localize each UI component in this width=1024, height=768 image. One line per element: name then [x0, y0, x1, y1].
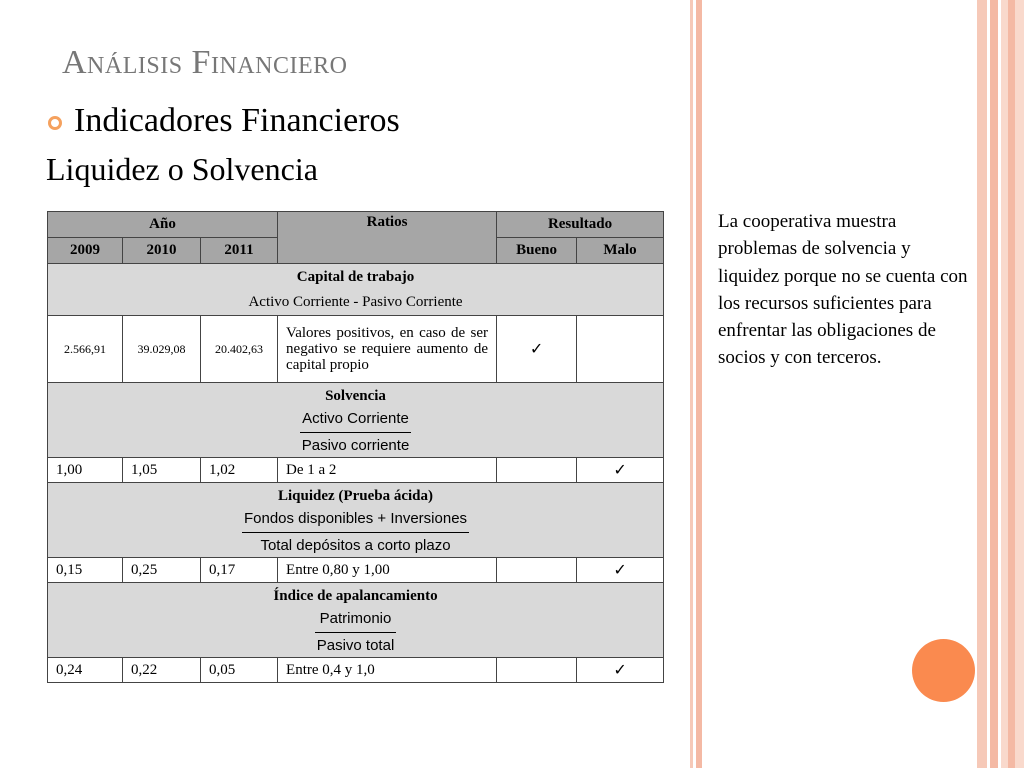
side-note: La cooperativa muestra problemas de solvencia y liquidez porque no se cuenta con los recursos suficientes para enfrentar las obligaciones de socios y con terceros. [718, 211, 968, 369]
decor-stripe [690, 0, 693, 768]
decor-circle [912, 639, 975, 702]
header-2011: 2011 [201, 238, 278, 264]
value-2011: 20.402,63 [201, 316, 278, 383]
ratio-range: De 1 a 2 [278, 458, 497, 483]
table-row [48, 558, 664, 583]
check-bad: ✓ [577, 558, 664, 583]
bullet-icon [48, 116, 62, 130]
section-formula [300, 408, 412, 457]
check-bad: ✓ [577, 658, 664, 683]
value-2010: 0,25 [123, 558, 201, 583]
section-liquidez [48, 483, 664, 558]
formula-numerator: Activo Corriente [300, 408, 412, 433]
formula-denominator: Pasivo total [316, 637, 395, 654]
bullet-text: Indicadores Financieros [74, 102, 400, 139]
decor-stripe [977, 0, 987, 768]
section-title: Solvencia [325, 388, 386, 404]
subheading: Liquidez o Solvencia [46, 151, 318, 187]
header-result: Resultado [497, 212, 664, 238]
formula-denominator: Total depósitos a corto plazo [260, 537, 451, 554]
value-2010: 39.029,08 [123, 316, 201, 383]
value-2011: 0,05 [201, 658, 278, 683]
ratio-range: Entre 0,80 y 1,00 [278, 558, 497, 583]
header-2010: 2010 [123, 238, 201, 264]
section-apalancamiento [48, 583, 664, 658]
value-2011: 1,02 [201, 458, 278, 483]
ratios-table [47, 211, 664, 683]
formula-numerator: Patrimonio [315, 608, 397, 633]
section-title: Índice de apalancamiento [273, 588, 438, 604]
section-solvencia [48, 383, 664, 458]
header-year: Año [48, 212, 278, 238]
section-title: Capital de trabajo [296, 269, 415, 285]
check-good: ✓ [497, 316, 577, 383]
value-2009: 0,15 [48, 558, 123, 583]
value-2010: 1,05 [123, 458, 201, 483]
section-formula: Activo Corriente - Pasivo Corriente [248, 294, 463, 310]
ratio-range: Entre 0,4 y 1,0 [278, 658, 497, 683]
ratio-description: Valores positivos, en caso de ser negativo se requiere aumento de capital propio [278, 316, 497, 383]
check-good [497, 658, 577, 683]
value-2009: 1,00 [48, 458, 123, 483]
header-ratios: Ratios [278, 212, 497, 264]
section-formula [242, 508, 469, 557]
formula-denominator: Pasivo corriente [301, 437, 410, 454]
check-good [497, 458, 577, 483]
value-2009: 2.566,91 [48, 316, 123, 383]
check-good [497, 558, 577, 583]
table-row [48, 458, 664, 483]
bullet-item [48, 102, 400, 140]
slide-title: Análisis Financiero [62, 44, 348, 81]
value-2010: 0,22 [123, 658, 201, 683]
formula-numerator: Fondos disponibles + Inversiones [242, 508, 469, 533]
value-2009: 0,24 [48, 658, 123, 683]
decor-stripe [696, 0, 702, 768]
section-title: Liquidez (Prueba ácida) [278, 488, 434, 504]
header-bad: Malo [577, 238, 664, 264]
section-formula [315, 608, 397, 657]
table-row [48, 316, 664, 383]
section-capital [48, 264, 664, 316]
header-good: Bueno [497, 238, 577, 264]
value-2011: 0,17 [201, 558, 278, 583]
table-row [48, 658, 664, 683]
check-bad [577, 316, 664, 383]
decor-stripe [1008, 0, 1015, 768]
check-bad: ✓ [577, 458, 664, 483]
header-2009: 2009 [48, 238, 123, 264]
decor-stripe [990, 0, 998, 768]
